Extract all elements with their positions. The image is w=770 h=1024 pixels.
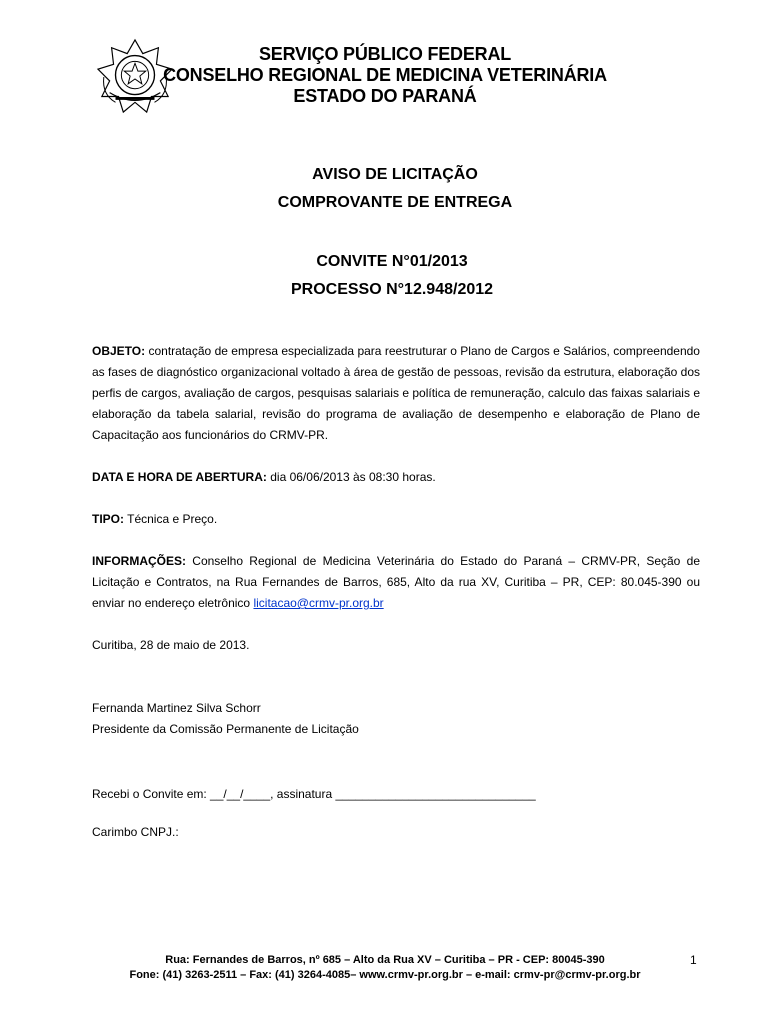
convite-block (0, 248, 770, 304)
objeto-text: contratação de empresa especializada para reestruturar o Plano de Cargos e Salários, compreendendo as fases de diagnóstico organizacional voltado à área de gestão de pessoas, revisão da estrutura, elaboração dos perfis de cargos, avaliação de cargos, pesquisas salariais e política de remuneração, calculo das faixas salariais e elaboração da tabela salarial, revisão do programa de avaliação de desempenho e elaboração de Plano de Capacitação aos funcionários do CRMV-PR. (92, 344, 700, 442)
tipo-paragraph (92, 509, 700, 530)
informacoes-text: Conselho Regional de Medicina Veterinária do Estado do Paraná – CRMV-PR, Seção de Licitação e Contratos, na Rua Fernandes de Barros, 685, Alto da rua XV, Curitiba – PR, CEP: 80.045-390 ou enviar no endereço eletrônico (92, 554, 700, 610)
notice-title-block (0, 161, 770, 217)
objeto-label: OBJETO: (92, 344, 146, 358)
tipo-label: TIPO: (92, 512, 124, 526)
email-link[interactable]: licitacao@crmv-pr.org.br (253, 596, 384, 610)
organization-header (0, 44, 770, 107)
abertura-paragraph (92, 467, 700, 488)
informacoes-label: INFORMAÇÕES: (92, 554, 186, 568)
abertura-text: dia 06/06/2013 às 08:30 horas. (270, 470, 436, 484)
tipo-text: Técnica e Preço. (127, 512, 218, 526)
header-line-3: ESTADO DO PARANÁ (293, 86, 477, 106)
header-line-1: SERVIÇO PÚBLICO FEDERAL (258, 44, 512, 64)
abertura-label: DATA E HORA DE ABERTURA: (92, 470, 267, 484)
header-line-2: CONSELHO REGIONAL DE MEDICINA VETERINÁRIA (163, 65, 607, 85)
date-line: Curitiba, 28 de maio de 2013. (92, 638, 250, 652)
objeto-paragraph (92, 341, 700, 446)
page-number: 1 (690, 953, 697, 967)
notice-title: AVISO DE LICITAÇÃO (312, 166, 478, 183)
stamp-line: Carimbo CNPJ.: (92, 825, 179, 839)
convite-number: CONVITE N°01/2013 (316, 253, 468, 270)
notice-subtitle: COMPROVANTE DE ENTREGA (277, 194, 513, 211)
receipt-line: Recebi o Convite em: __/__/____, assinatura ______________________________ (92, 787, 536, 801)
informacoes-paragraph (92, 551, 700, 614)
page-footer (0, 953, 770, 983)
footer-address: Rua: Fernandes de Barros, nº 685 – Alto da Rua XV – Curitiba – PR - CEP: 80045-390 (165, 954, 605, 966)
signatory-block (92, 698, 700, 740)
footer-contacts: Fone: (41) 3263-2511 – Fax: (41) 3264-4085– www.crmv-pr.org.br – e-mail: crmv-pr@crmv-pr.org.br (129, 969, 641, 981)
processo-number: PROCESSO N°12.948/2012 (290, 281, 494, 298)
signatory-role: Presidente da Comissão Permanente de Licitação (92, 722, 359, 736)
signatory-name: Fernanda Martinez Silva Schorr (92, 701, 261, 715)
